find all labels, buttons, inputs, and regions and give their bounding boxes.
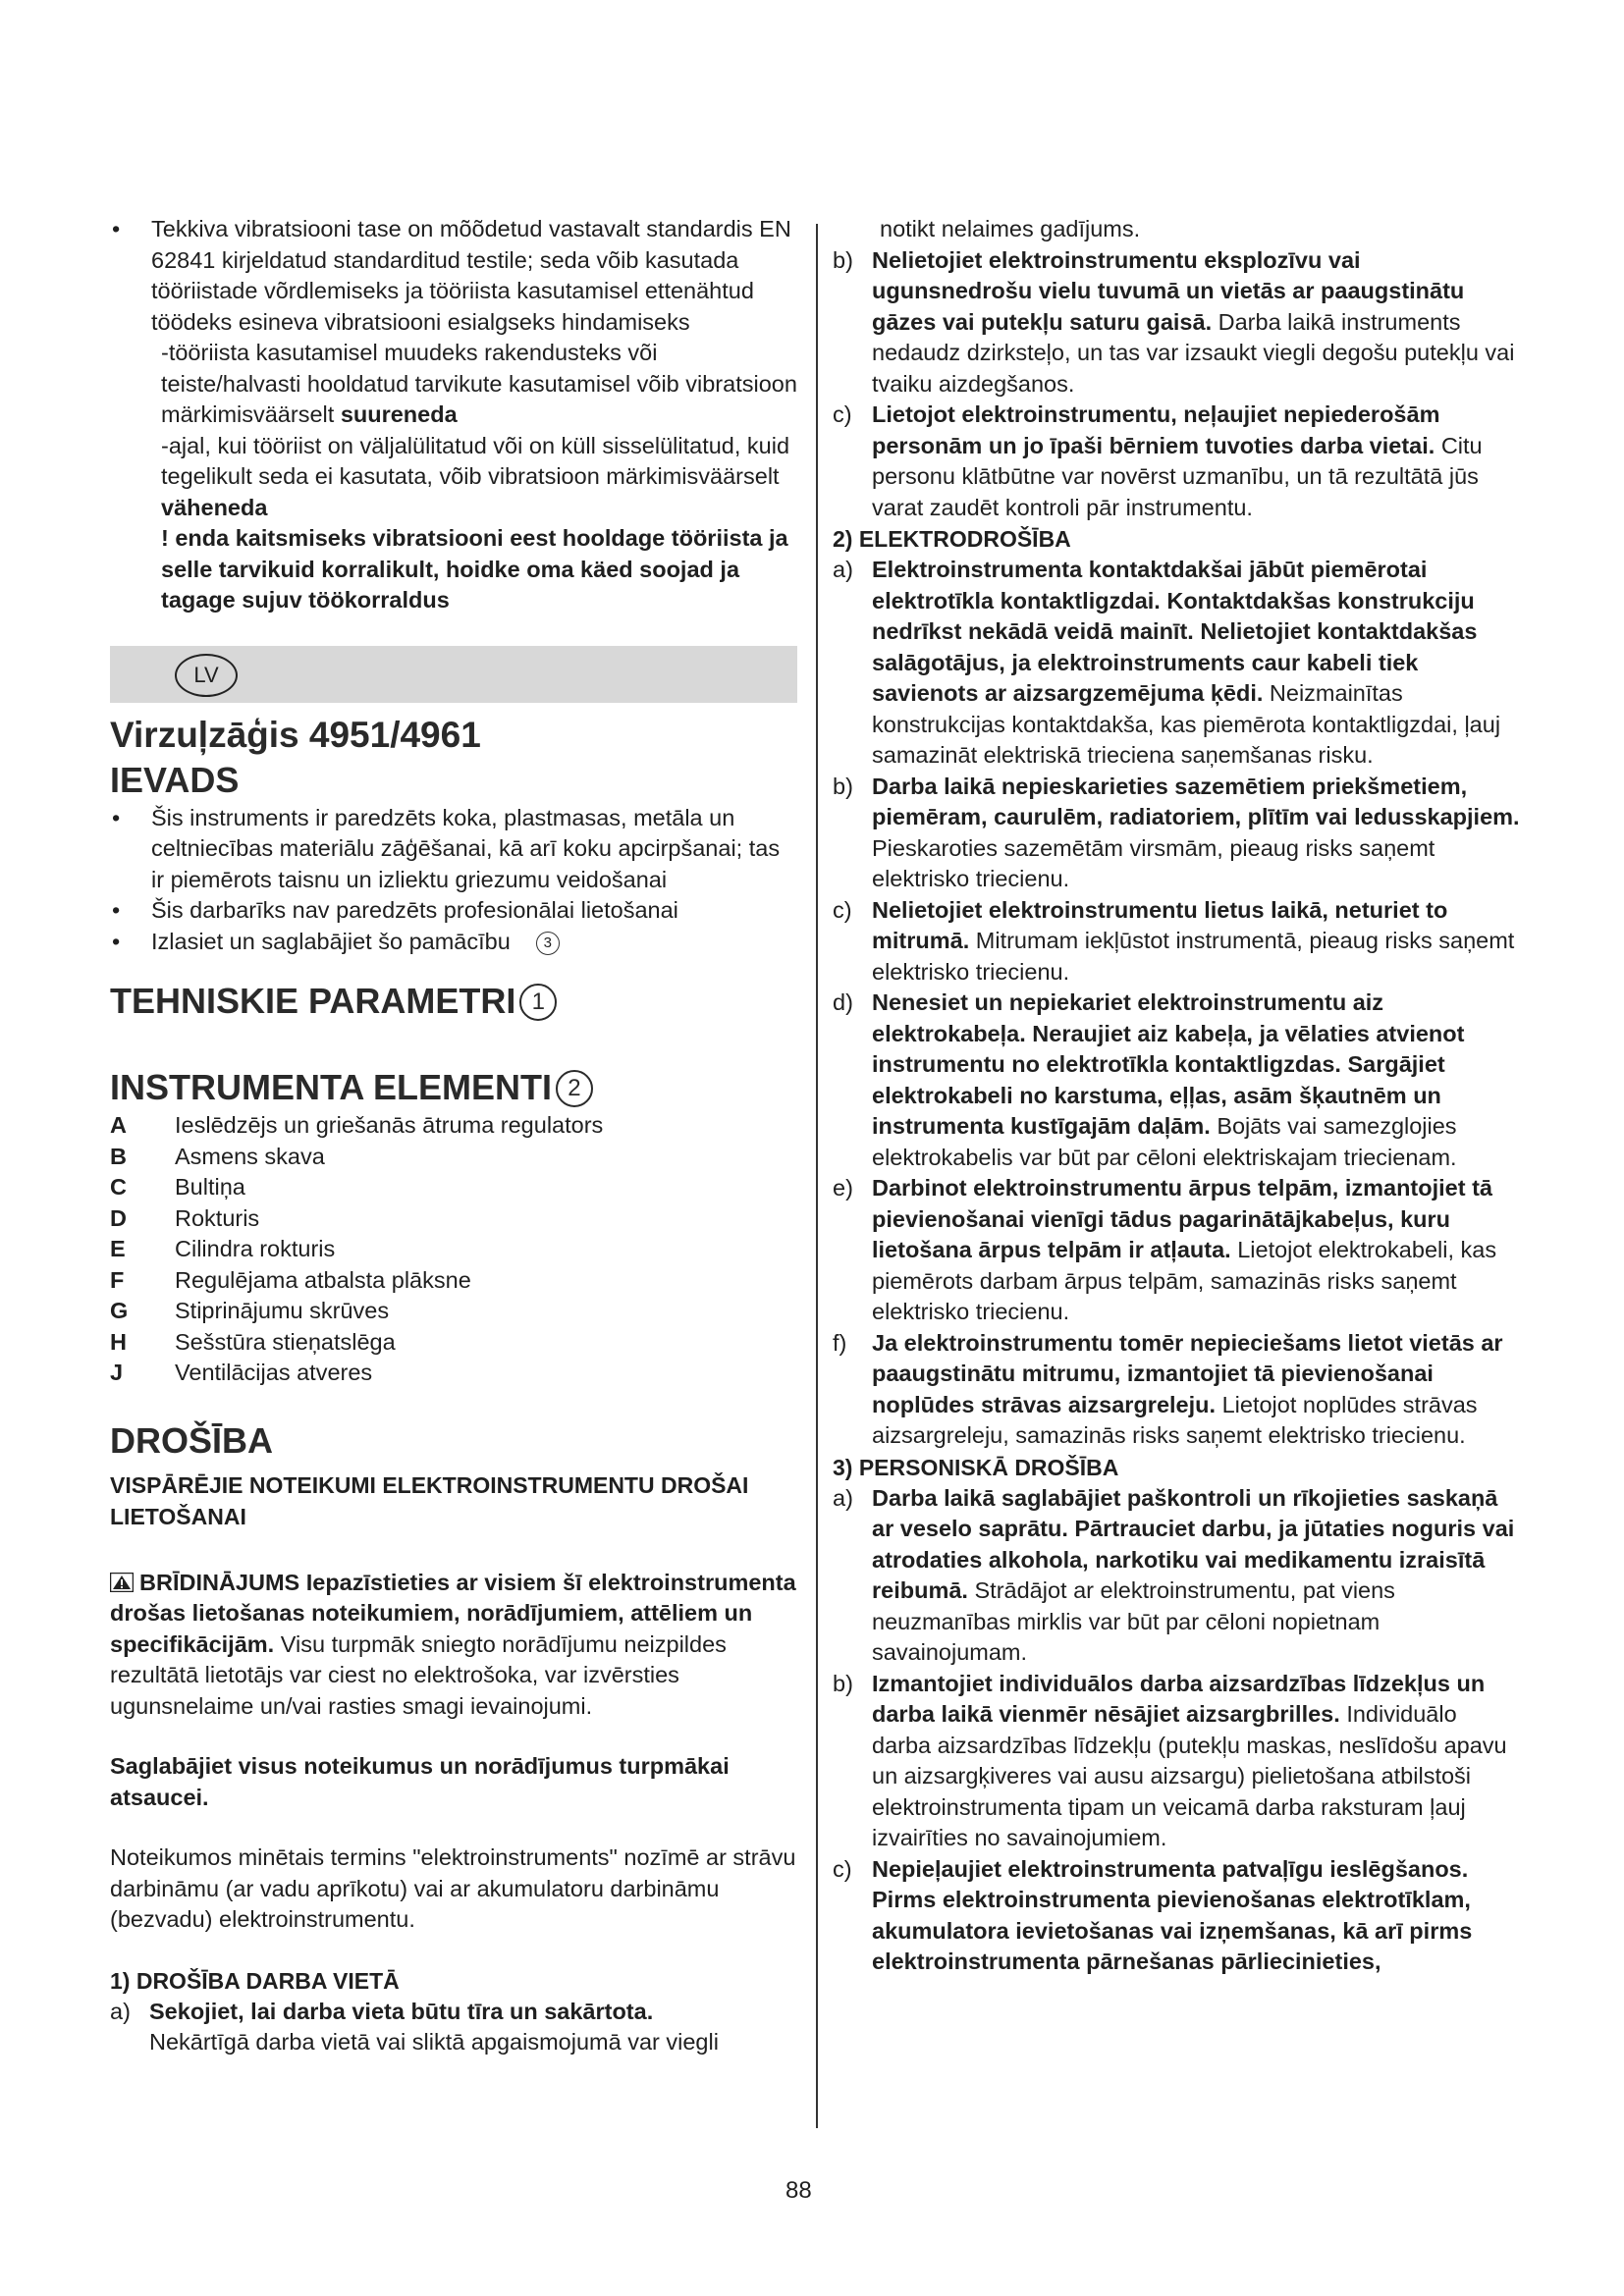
list-item: F Regulējama atbalsta plāksne (110, 1266, 471, 1293)
keep-instructions: Saglabājiet visus noteikumus un norādījumus turpmākai atsaucei. (110, 1753, 730, 1810)
vibration-note-decrease: -ajal, kui tööriist on väljalülitatud või on küll sisselülitatud, kuid tegelikult seda ei kasutata, võib vibratsioon märkimisväärselt väheneda (161, 432, 790, 520)
rule-item: e) Darbinot elektroinstrumentu ārpus telpām, izmantojiet tā pievienošanai vienīgi tādus pagarinātājkabeļus, kuru lietošana ārpus telpām ir atļauta. Lietojot elektrokabeli, kas piemērots darbam ārpus telpām, samazinās risks saņemt elektrisko triecienu. (833, 1175, 1497, 1324)
figure-ref-icon: 2 (556, 1070, 593, 1107)
rule-item: d) Nenesiet un nepiekariet elektroinstrumentu aiz elektrokabeļa. Neraujiet aiz kabeļa, ja vēlaties atvienot instrumentu no elektrotīkla kontaktligzdas. Sargājiet elektrokabeli no karstuma, eļļas, asām šķautnēm un instrumenta kustīgajām daļām. Bojāts vai samezglojies elektrokabelis var būt par cēloni elektriskajam triecienam. (833, 989, 1465, 1170)
figure-ref-icon: 3 (536, 932, 560, 955)
rule-item: a) Elektroinstrumenta kontaktdakšai jābūt piemērotai elektrotīkla kontaktligzdai. Kontaktdakšas konstrukciju nedrīkst nekādā veidā mainīt. Nelietojiet kontaktdakšas salāgotājus, ja elektroinstruments caur kabeli tiek savienots ar aizsargzemējuma ķēdi. Neizmainītas konstrukcijas kontaktdakša, kas piemērota kontaktligzdai, ļauj samazināt elektriskā trieciena saņemšanas risku. (833, 557, 1501, 768)
vibration-bullet: • Tekkiva vibratsiooni tase on mõõdetud vastavalt standardis EN 62841 kirjeldatud standarditud testile; seda võib kasutada tööriistade võrdlemiseks ja tööriista kasutamisel ettenähtud töödeks esineva vibratsiooni esialgseks hindamiseks (110, 214, 797, 338)
language-bar (110, 646, 797, 703)
language-badge: LV (175, 654, 238, 697)
heading-intro: IEVADS (110, 759, 240, 800)
elements-list (110, 1110, 797, 1389)
page-title: Virzuļzāģis 4951/4961 (110, 714, 481, 755)
page-number: 88 (785, 2177, 812, 2204)
list-item: J Ventilācijas atveres (110, 1360, 373, 1385)
rule-item: f) Ja elektroinstrumentu tomēr nepieciešams lietot vietās ar paaugstinātu mitrumu, izmantojiet tā pievienošanai noplūdes strāvas aizsargreleju. Lietojot noplūdes strāvas aizsargreleju, samazinās risks saņemt elektrisko triecienu. (833, 1329, 1503, 1448)
list-item: A Ieslēdzējs un griešanās ātruma regulators (110, 1112, 604, 1138)
vibration-warning: ! enda kaitsmiseks vibratsiooni eest hooldage tööriista ja selle tarvikuid korralikult, hoidke oma käed soojad ja tagage sujuv töökorraldus (161, 525, 788, 613)
vibration-note-increase: -tööriista kasutamisel muudeks rakendusteks või teiste/halvasti hooldatud tarvikute kasutamisel võib vibratsioon märkimisväärselt suureneda (161, 340, 797, 427)
warning-paragraph: BRĪDINĀJUMS Iepazīstieties ar visiem šī elektroinstrumenta drošas lietošanas noteikumiem, norādījumiem, attēliem un specifikācijām. Visu turpmāk sniegto norādījumu neizpildes rezultātā lietotājs var ciest no elektrošoka, var izvērsties ugunsnelaime un/vai rasties smagi ievainojumi. (110, 1569, 796, 1719)
list-item: C Bultiņa (110, 1174, 245, 1200)
heading-elements: INSTRUMENTA ELEMENTI 2 (110, 1065, 797, 1110)
safety-subheading: VISPĀRĒJIE NOTEIKUMI ELEKTROINSTRUMENTU DROŠAI LIETOŠANAI (110, 1471, 749, 1529)
right-column (833, 214, 1520, 1978)
left-column (110, 214, 797, 2058)
rule-item: b) Darba laikā nepieskarieties sazemētiem priekšmetiem, piemēram, caurulēm, radiatoriem, plītīm vai ledusskapjiem. Pieskaroties sazemētām virsmām, pieaug risks saņemt elektrisko triecienu. (833, 773, 1520, 891)
section-personal: 3) PERSONISKĀ DROŠĪBA (833, 1454, 1119, 1480)
rule-item: a) Sekojiet, lai darba vieta būtu tīra un sakārtota. Nekārtīgā darba vietā vai sliktā apgaismojumā var viegli (110, 1998, 719, 2055)
rule-item: b) Nelietojiet elektroinstrumentu eksplozīvu vai ugunsnedrošu vielu tuvumā un vietās ar paaugstinātu gāzes vai putekļu saturu gaisā. Darba laikā instruments nedaudz dzirksteļo, un tas var izsaukt viegli degošu putekļu vai tvaiku aizdegšanos. (833, 246, 1515, 397)
term-definition: Noteikumos minētais termins "elektroinstruments" nozīmē ar strāvu darbināmu (ar vadu aprīkotu) vai ar akumulatoru darbināmu (bezvadu) elektroinstrumentu. (110, 1844, 796, 1932)
section-electrical: 2) ELEKTRODROŠĪBA (833, 526, 1071, 552)
rule-item: b) Izmantojiet individuālos darba aizsardzības līdzekļus un darba laikā vienmēr nēsājiet aizsargbrilles. Individuālo darba aizsardzības līdzekļu (putekļu maskas, neslīdošu apavu un aizsargķiveres vai ausu aizsargu) pielietošana atbilstoši elektroinstrumenta tipam un veicamā darba raksturam ļauj izvairīties no savainojumiem. (833, 1670, 1507, 1850)
heading-safety: DROŠĪBA (110, 1419, 274, 1461)
continued-text: notikt nelaimes gadījums. (880, 216, 1141, 241)
section-work-area: 1) DROŠĪBA DARBA VIETĀ (110, 1967, 400, 1994)
list-item: G Stiprinājumu skrūves (110, 1298, 390, 1323)
list-item: D Rokturis (110, 1204, 260, 1231)
intro-bullet: • Šis darbarīks nav paredzēts profesionālai lietošanai (110, 895, 797, 927)
rule-item: c) Nelietojiet elektroinstrumentu lietus laikā, neturiet to mitrumā. Mitrumam iekļūstot instrumentā, pieaug risks saņemt elektrisko triecienu. (833, 896, 1515, 985)
figure-ref-icon: 1 (519, 984, 557, 1021)
intro-bullet: • Izlasiet un saglabājiet šo pamācību 3 (110, 927, 797, 958)
warning-icon (110, 1573, 134, 1592)
rule-item: c) Nepieļaujiet elektroinstrumenta patvaļīgu ieslēgšanos. Pirms elektroinstrumenta pievienošanas elektrotīklam, akumulatora ievietošanas vai izņemšanas, kā arī pirms elektroinstrumenta pārnešanas pārliecinieties, (833, 1855, 1473, 1974)
list-item: B Asmens skava (110, 1143, 325, 1169)
list-item: E Cilindra rokturis (110, 1236, 336, 1261)
intro-bullet: • Šis instruments ir paredzēts koka, plastmasas, metāla un celtniecības materiālu zāģēšanai, kā arī koku apcirpšanai; tas ir piemērots taisnu un izliektu griezumu veidošanai (110, 803, 797, 896)
rule-item: c) Lietojot elektroinstrumentu, neļaujiet nepiederošām personām un jo īpaši bērniem tuvoties darba vietai. Citu personu klātbūtne var novērst uzmanību, un tā rezultātā jūs varat zaudēt kontroli pār instrumentu. (833, 401, 1483, 520)
heading-technical: TEHNISKIE PARAMETRI 1 (110, 979, 797, 1024)
column-divider (816, 224, 818, 2128)
list-item: H Sešstūra stieņatslēga (110, 1328, 396, 1355)
rule-item: a) Darba laikā saglabājiet paškontroli un rīkojieties saskaņā ar veselo saprātu. Pārtrauciet darbu, ja jūtaties noguris vai atrodaties alkohola, narkotiku vai medikamentu izraisītā reibumā. Strādājot ar elektroinstrumentu, pat viens neuzmanības mirklis var būt par cēloni nopietnam savainojumam. (833, 1484, 1515, 1665)
